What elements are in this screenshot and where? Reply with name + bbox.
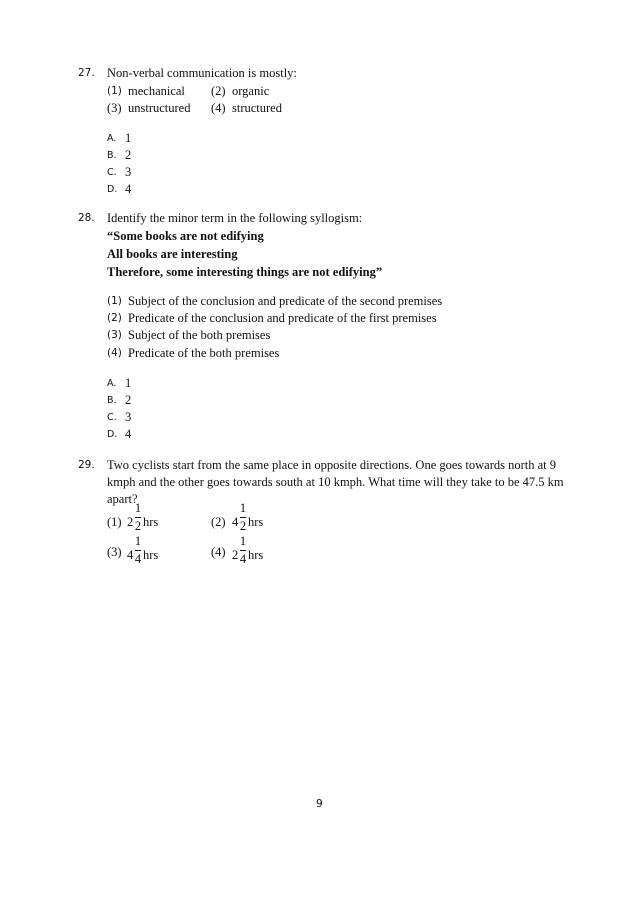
option-number: (3) xyxy=(107,545,122,559)
option-text: Predicate of the both premises xyxy=(128,346,280,360)
option-number: (3) xyxy=(107,329,122,341)
fraction-denominator: 4 xyxy=(239,552,247,566)
unit-label: hrs xyxy=(248,548,264,562)
fraction-bar xyxy=(135,550,141,551)
syllogism-line: Therefore, some interesting things are not edifying” xyxy=(107,265,383,279)
option-number: (2) xyxy=(107,312,122,324)
unit-label: hrs xyxy=(143,515,159,529)
option-number: (3) xyxy=(107,101,122,115)
answer-choice: 4 xyxy=(125,427,132,441)
unit-label: hrs xyxy=(248,515,264,529)
answer-letter: A. xyxy=(107,133,117,144)
question-number: 27. xyxy=(78,67,95,79)
question-stem: Non-verbal communication is mostly: xyxy=(107,66,297,80)
question-stem-line: apart? xyxy=(107,492,138,506)
mixed-number-whole: 4 xyxy=(127,548,134,562)
option-number: (4) xyxy=(107,347,122,359)
option-number: (4) xyxy=(211,101,226,115)
unit-label: hrs xyxy=(143,548,159,562)
option-text: unstructured xyxy=(128,101,191,115)
fraction-numerator: 1 xyxy=(239,534,247,548)
option-text: Subject of the both premises xyxy=(128,328,271,342)
option-number: (1) xyxy=(107,295,122,307)
answer-choice: 2 xyxy=(125,393,132,407)
fraction-bar xyxy=(240,517,246,518)
answer-letter: C. xyxy=(107,412,117,423)
option-text: Subject of the conclusion and predicate of the second premises xyxy=(128,294,443,308)
answer-letter: D. xyxy=(107,429,118,440)
fraction-denominator: 4 xyxy=(134,552,142,566)
fraction-bar xyxy=(240,550,246,551)
question-number: 28. xyxy=(78,212,95,224)
question-stem-line: kmph and the other goes towards south at 10 kmph. What time will they take to be 47.5 km xyxy=(107,475,564,489)
answer-letter: B. xyxy=(107,150,117,161)
mixed-number-whole: 2 xyxy=(232,548,239,562)
page-number: 9 xyxy=(316,798,323,810)
question-stem: Identify the minor term in the following syllogism: xyxy=(107,211,363,225)
answer-letter: A. xyxy=(107,378,117,389)
option-number: (1) xyxy=(107,515,122,529)
option-text: mechanical xyxy=(128,84,185,98)
answer-choice: 3 xyxy=(125,165,132,179)
answer-letter: C. xyxy=(107,167,117,178)
option-number: (4) xyxy=(211,545,226,559)
fraction-denominator: 2 xyxy=(239,519,247,533)
question-stem-line: Two cyclists start from the same place in opposite directions. One goes towards north at 9 xyxy=(107,458,557,472)
mixed-number-whole: 2 xyxy=(127,515,134,529)
answer-choice: 4 xyxy=(125,182,132,196)
answer-letter: B. xyxy=(107,395,117,406)
syllogism-line: “Some books are not edifying xyxy=(107,229,264,243)
fraction-numerator: 1 xyxy=(239,501,247,515)
option-text: organic xyxy=(232,84,270,98)
option-number: (2) xyxy=(211,84,226,98)
option-text: Predicate of the conclusion and predicate of the first premises xyxy=(128,311,437,325)
answer-choice: 2 xyxy=(125,148,132,162)
answer-letter: D. xyxy=(107,184,118,195)
option-text: structured xyxy=(232,101,282,115)
fraction-numerator: 1 xyxy=(134,534,142,548)
fraction-bar xyxy=(135,517,141,518)
syllogism-line: All books are interesting xyxy=(107,247,238,261)
option-number: (2) xyxy=(211,515,226,529)
question-number: 29. xyxy=(78,459,95,471)
answer-choice: 1 xyxy=(125,131,132,145)
option-number: (1) xyxy=(107,85,122,97)
answer-choice: 1 xyxy=(125,376,132,390)
fraction-numerator: 1 xyxy=(134,501,142,515)
answer-choice: 3 xyxy=(125,410,132,424)
mixed-number-whole: 4 xyxy=(232,515,239,529)
fraction-denominator: 2 xyxy=(134,519,142,533)
